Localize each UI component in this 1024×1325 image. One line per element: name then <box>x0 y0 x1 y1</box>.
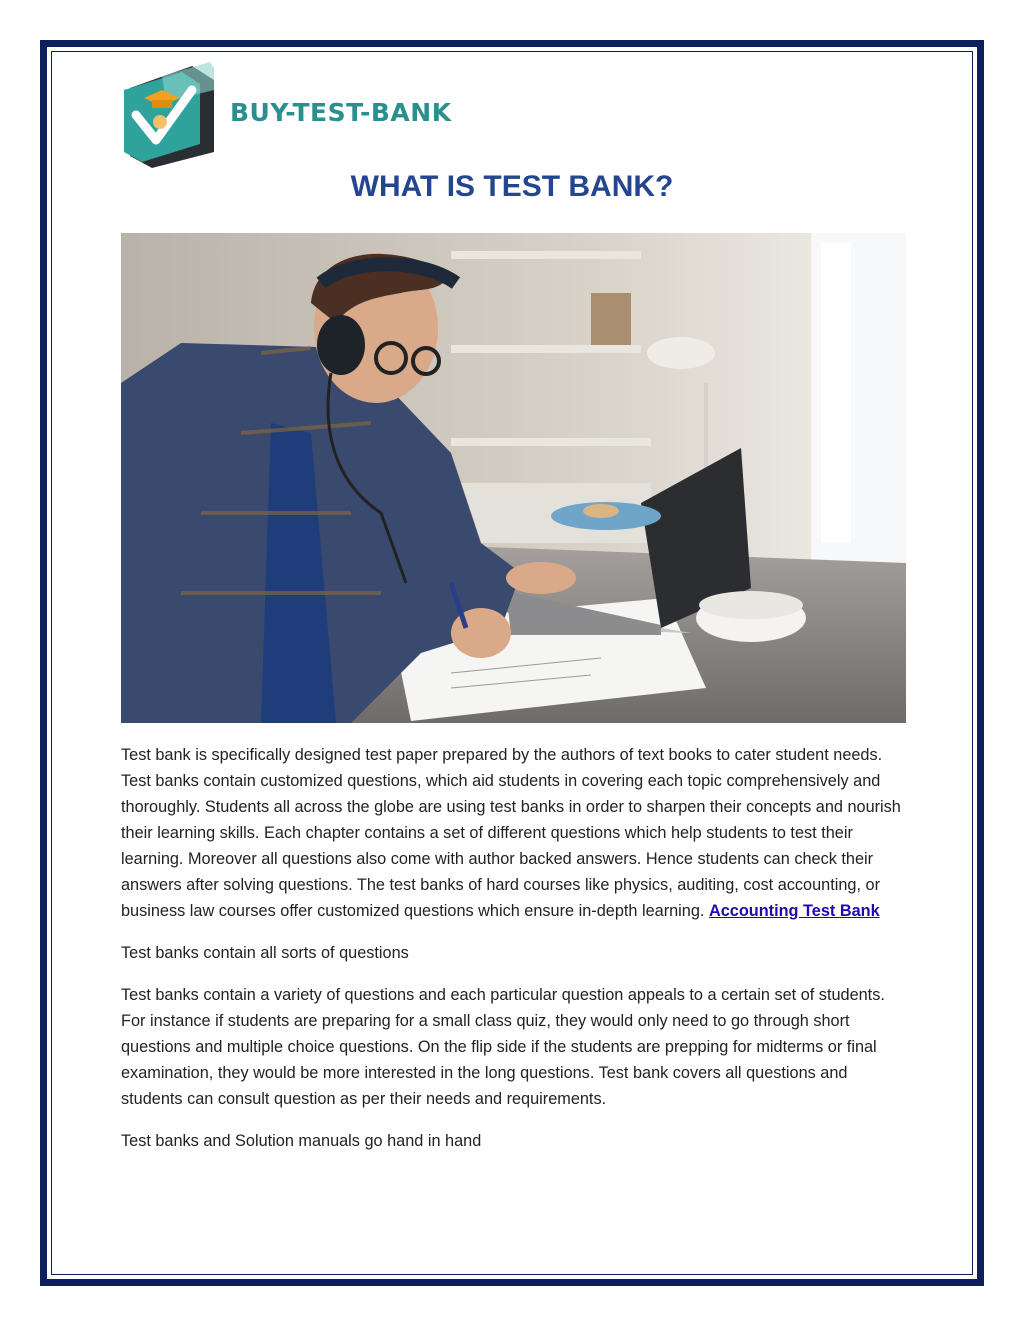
paragraph-intro <box>121 742 911 924</box>
accounting-test-bank-link[interactable]: Accounting Test Bank <box>708 902 880 920</box>
graduation-check-icon <box>124 62 214 168</box>
page-title: WHAT IS TEST BANK? <box>350 170 674 203</box>
paragraph-intro-text: Test bank is specifically designed test paper prepared by the authors of text books to cater student needs. Test banks contain customized questions, which aid students in covering each topic comprehensively and thoroughly. Students all across the globe are using test banks in order to sharpen their concepts and nourish their learning skills. Each chapter contains a set of different questions which help students to test their learning. Moreover all questions also come with author backed answers. Hence students can check their answers after solving questions. The test banks of hard courses like physics, auditing, cost accounting, or business law courses offer customized questions which ensure in-depth learning. <box>121 746 901 920</box>
subheading-solution-manuals: Test banks and Solution manuals go hand in hand <box>121 1132 482 1150</box>
paragraph-variety: Test banks contain a variety of questions and each particular question appeals to a certain set of students. For instance if students are preparing for a small class quiz, they would only need to go through short questions and multiple choice questions. On the flip side if the students are prepping for midterms or final examination, they would be more interested in the long questions. Test bank covers all questions and students can consult question as per their needs and requirements. <box>121 986 885 1108</box>
subheading-all-sorts: Test banks contain all sorts of questions <box>121 944 409 962</box>
brand-name: BUY-TEST-BANK <box>230 98 452 127</box>
article-body <box>121 742 911 1170</box>
student-laptop-photo <box>121 233 906 723</box>
